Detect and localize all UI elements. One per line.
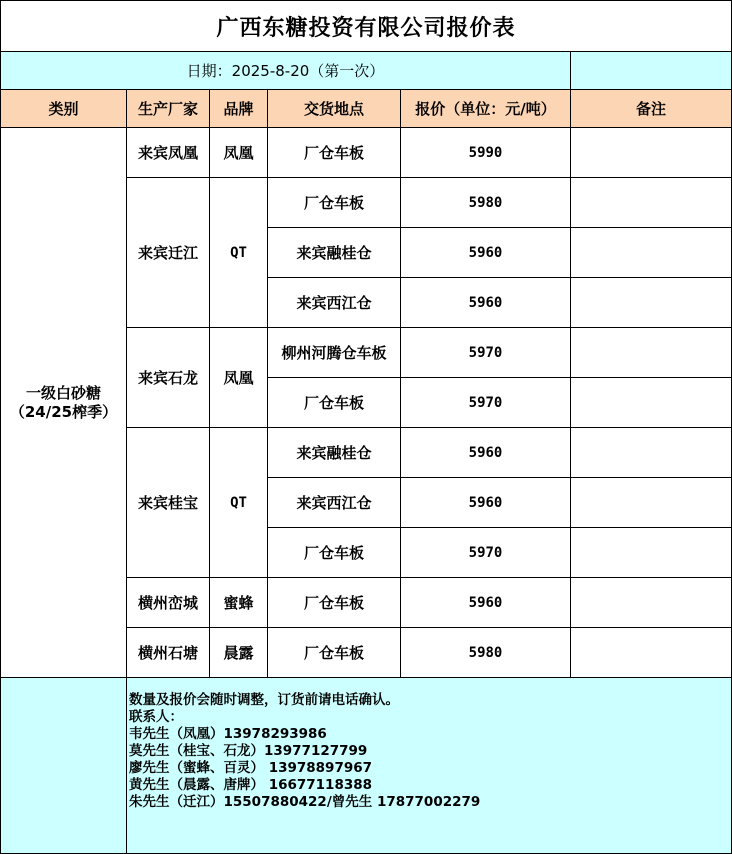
header-delivery: 交货地点 — [268, 90, 401, 128]
price-cell: 5960 — [401, 278, 571, 328]
brand-cell: QT — [210, 428, 268, 578]
remarks-cell — [571, 278, 732, 328]
price-cell: 5990 — [401, 128, 571, 178]
delivery-cell: 厂仓车板 — [268, 528, 401, 578]
manufacturer-cell: 来宾凤凰 — [127, 128, 210, 178]
date-label: 日期：2025-8-20（第一次） — [1, 52, 571, 90]
header-remarks: 备注 — [571, 90, 732, 128]
category-season: （24/25榨季） — [9, 402, 118, 421]
price-cell: 5970 — [401, 378, 571, 428]
category-name: 一级白砂糖 — [25, 383, 101, 402]
date-row-blank — [571, 52, 732, 90]
delivery-cell: 柳州河腾仓车板 — [268, 328, 401, 378]
header-price: 报价（单位：元/吨） — [401, 90, 571, 128]
price-cell: 5980 — [401, 628, 571, 678]
contact-line: 黄先生（晨露、唐牌） 16677118388 — [129, 777, 373, 793]
remarks-cell — [571, 178, 732, 228]
remarks-cell — [571, 578, 732, 628]
brand-cell: 凤凰 — [210, 128, 268, 178]
delivery-cell: 来宾西江仓 — [268, 478, 401, 528]
delivery-cell: 来宾西江仓 — [268, 278, 401, 328]
contact-line: 莫先生（桂宝、石龙）13977127799 — [129, 743, 368, 759]
price-cell: 5960 — [401, 578, 571, 628]
remarks-cell — [571, 528, 732, 578]
price-cell: 5970 — [401, 528, 571, 578]
remarks-cell — [571, 628, 732, 678]
manufacturer-cell: 来宾迁江 — [127, 178, 210, 328]
manufacturer-cell: 横州峦城 — [127, 578, 210, 628]
brand-cell: 晨露 — [210, 628, 268, 678]
footer-row — [1, 678, 732, 854]
header-row — [1, 90, 732, 128]
brand-cell: QT — [210, 178, 268, 328]
remarks-cell — [571, 128, 732, 178]
delivery-cell: 厂仓车板 — [268, 628, 401, 678]
brand-cell: 蜜蜂 — [210, 578, 268, 628]
delivery-cell: 厂仓车板 — [268, 178, 401, 228]
header-brand: 品牌 — [210, 90, 268, 128]
delivery-cell: 厂仓车板 — [268, 578, 401, 628]
price-cell: 5960 — [401, 478, 571, 528]
contact-line: 朱先生（迁江）15507880422/曾先生 17877002279 — [129, 794, 481, 810]
delivery-cell: 来宾融桂仓 — [268, 428, 401, 478]
price-cell: 5970 — [401, 328, 571, 378]
price-cell: 5960 — [401, 228, 571, 278]
brand-cell: 凤凰 — [210, 328, 268, 428]
remarks-cell — [571, 478, 732, 528]
category-cell — [1, 128, 127, 678]
manufacturer-cell: 来宾石龙 — [127, 328, 210, 428]
remarks-cell — [571, 228, 732, 278]
table-row — [1, 128, 732, 178]
remarks-cell — [571, 378, 732, 428]
manufacturer-cell: 横州石塘 — [127, 628, 210, 678]
notes-disclaimer: 数量及报价会随时调整，订货前请电话确认。 — [129, 692, 399, 708]
delivery-cell: 厂仓车板 — [268, 378, 401, 428]
price-cell: 5960 — [401, 428, 571, 478]
contacts-heading: 联系人： — [129, 709, 183, 725]
remarks-cell — [571, 328, 732, 378]
contact-line: 韦先生（凤凰）13978293986 — [129, 726, 327, 742]
manufacturer-cell: 来宾桂宝 — [127, 428, 210, 578]
delivery-cell: 来宾融桂仓 — [268, 228, 401, 278]
header-manufacturer: 生产厂家 — [127, 90, 210, 128]
notes-block — [127, 678, 732, 854]
footer-blank — [1, 678, 127, 854]
remarks-cell — [571, 428, 732, 478]
price-cell: 5980 — [401, 178, 571, 228]
header-category: 类别 — [1, 90, 127, 128]
delivery-cell: 厂仓车板 — [268, 128, 401, 178]
sheet-title: 广西东糖投资有限公司报价表 — [1, 1, 732, 52]
contact-line: 廖先生（蜜蜂、百灵） 13978897967 — [129, 760, 373, 776]
